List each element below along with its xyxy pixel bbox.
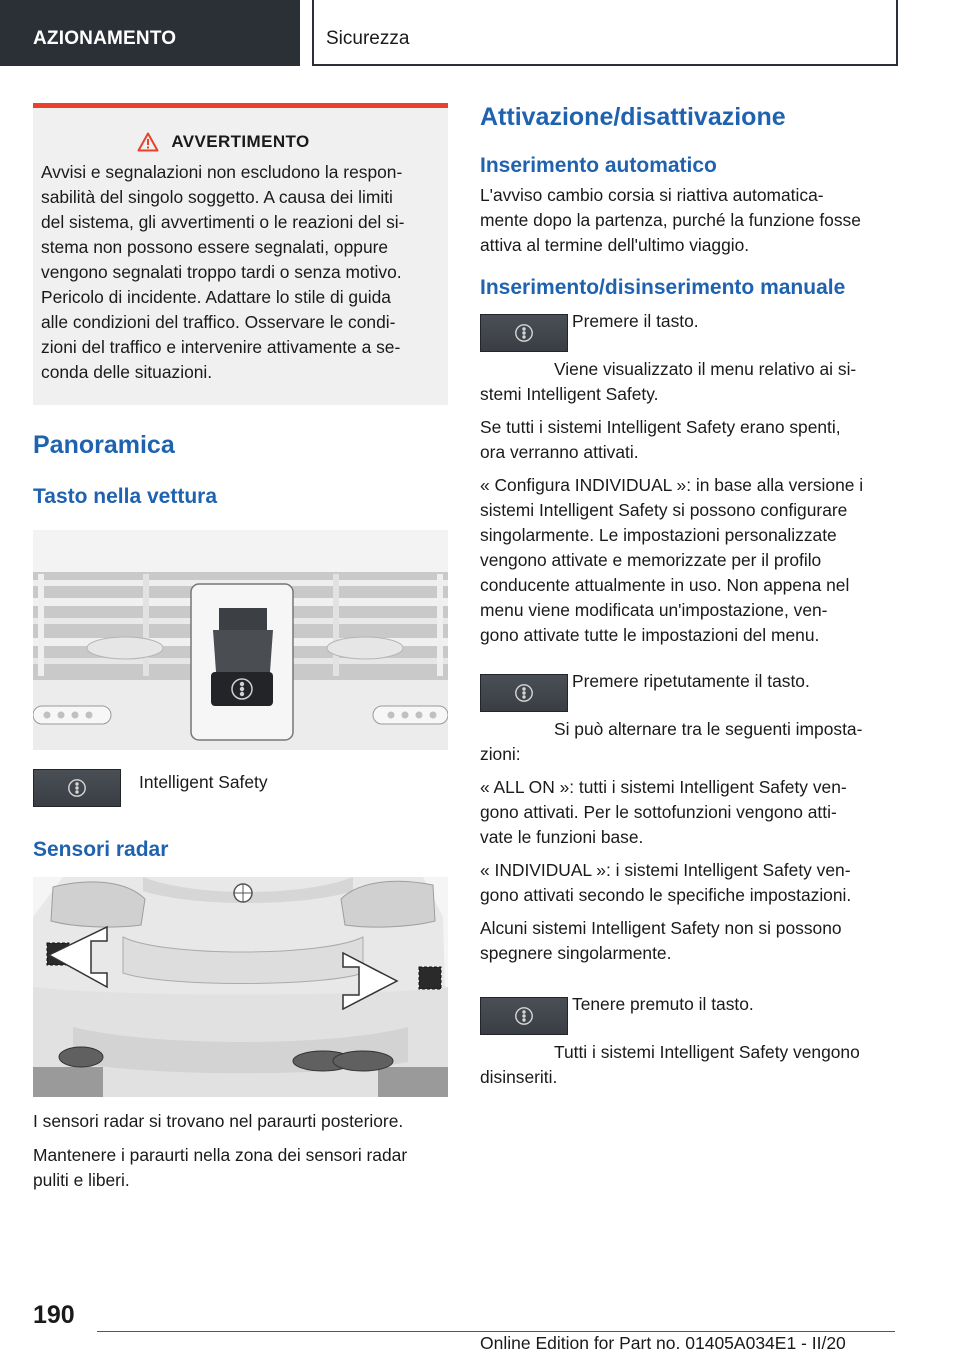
intelligent-safety-icon: [514, 323, 534, 343]
step1-note: [480, 415, 896, 465]
text-line: « INDIVIDUAL »: i sistemi Intelligent Safety ven-: [480, 860, 851, 880]
subheading-button-in-car: Tasto nella vettura: [33, 485, 217, 508]
configura-paragraph: [480, 473, 896, 648]
alcuni-paragraph: [480, 916, 896, 966]
warning-text: [41, 160, 436, 385]
left-column: [33, 103, 448, 1193]
warning-triangle-icon: [137, 132, 159, 152]
text-line: vate le funzioni base.: [480, 827, 644, 847]
text-line: stema non possono essere segnalati, oppure: [41, 237, 389, 257]
text-line: ora verranno attivati.: [480, 442, 639, 462]
header-chapter-label: Sicurezza: [326, 28, 410, 49]
header-section-label: AZIONAMENTO: [33, 28, 177, 49]
subheading-auto: Inserimento automatico: [480, 154, 717, 177]
step-press-row: [480, 311, 896, 352]
intelligent-safety-icon: [514, 683, 534, 703]
radar-paragraph-1: I sensori radar si trovano nel paraurti posteriore.: [33, 1111, 404, 1131]
subheading-radar-sensors: Sensori radar: [33, 838, 169, 861]
text-line: Avvisi e segnalazioni non escludono la respon-: [41, 162, 403, 182]
text-line: conducente attualmente in uso. Non appena nel: [480, 575, 850, 595]
text-line: gono attivati. Per le sottofunzioni vengono atti-: [480, 802, 837, 822]
text-line: alle condizioni del traffico. Osservare le condi-: [41, 312, 396, 332]
header-chapter-tab: [312, 0, 898, 66]
text-line: Pericolo di incidente. Adattare lo stile di guida: [41, 287, 391, 307]
button-legend-row: [33, 769, 448, 807]
section-heading-activation: Attivazione/disattivazione: [480, 103, 786, 131]
text-line: stemi Intelligent Safety.: [480, 384, 659, 404]
header-section-tab: [0, 0, 300, 66]
text-line: « ALL ON »: tutti i sistemi Intelligent Safety ven-: [480, 777, 847, 797]
step-action: Premere il tasto.: [572, 311, 699, 331]
text-line: gono attivate tutte le impostazioni del menu.: [480, 625, 820, 645]
footer-edition: Online Edition for Part no. 01405A034E1 - II/20: [480, 1333, 846, 1353]
intelligent-safety-icon: [514, 1006, 534, 1026]
car-rear-illustration: [33, 877, 448, 1097]
footer-divider: [97, 1331, 895, 1332]
text-line: Tutti i sistemi Intelligent Safety vengono: [554, 1042, 860, 1062]
text-line: sabilità del singolo soggetto. A causa dei limiti: [41, 187, 393, 207]
text-line: singolarmente. Le impostazioni personalizzate: [480, 525, 837, 545]
step-hold-row: [480, 994, 896, 1035]
right-column: [480, 103, 896, 1090]
text-line: gono attivati secondo le specifiche impostazioni.: [480, 885, 852, 905]
subheading-manual: Inserimento/disinserimento manuale: [480, 276, 846, 299]
step-text-block: [554, 671, 810, 694]
text-line: zioni:: [480, 744, 521, 764]
page-number: 190: [33, 1301, 75, 1329]
step-text-block: [554, 311, 699, 334]
dashboard-vent-illustration: [33, 530, 448, 750]
individual-paragraph: [480, 858, 896, 908]
text-line: zioni del traffico e intervenire attivamente a se-: [41, 337, 401, 357]
text-line: Viene visualizzato il menu relativo ai si-: [554, 359, 857, 379]
radar-paragraph-2: [33, 1143, 448, 1193]
text-line: puliti e liberi.: [33, 1170, 130, 1190]
warning-title: AVVERTIMENTO: [171, 132, 310, 151]
text-line: « Configura INDIVIDUAL »: in base alla versione i: [480, 475, 864, 495]
auto-paragraph: [480, 183, 896, 258]
text-line: conda delle situazioni.: [41, 362, 213, 382]
step-action: Tenere premuto il tasto.: [572, 994, 754, 1014]
text-line: menu viene modificata un'impostazione, ven-: [480, 600, 828, 620]
step-text-block: [554, 994, 754, 1017]
dashboard-button-photo: [33, 530, 448, 750]
intelligent-safety-icon: [67, 778, 87, 798]
intelligent-safety-button[interactable]: [33, 769, 121, 807]
text-line: Alcuni sistemi Intelligent Safety non si possono: [480, 918, 842, 938]
warning-box: [33, 103, 448, 405]
text-line: Mantenere i paraurti nella zona dei sensori radar: [33, 1145, 408, 1165]
text-line: del sistema, gli avvertimenti o le reazioni del si-: [41, 212, 405, 232]
text-line: L'avviso cambio corsia si riattiva automatica-: [480, 185, 824, 205]
step-action: Premere ripetutamente il tasto.: [572, 671, 810, 691]
text-line: vengono attivate e memorizzate per il profilo: [480, 550, 822, 570]
allon-paragraph: [480, 775, 896, 850]
text-line: sistemi Intelligent Safety si possono configurare: [480, 500, 848, 520]
text-line: vengono segnalati troppo tardi o senza motivo.: [41, 262, 402, 282]
text-line: disinseriti.: [480, 1067, 558, 1087]
text-line: attiva al termine dell'ultimo viaggio.: [480, 235, 750, 255]
text-line: Si può alternare tra le seguenti imposta-: [554, 719, 863, 739]
button-label: Intelligent Safety: [139, 772, 268, 792]
step-press-repeatedly-row: [480, 671, 896, 712]
radar-sensor-photo: [33, 877, 448, 1097]
text-line: mente dopo la partenza, purché la funzione fosse: [480, 210, 861, 230]
warning-title-row: [41, 132, 436, 152]
text-line: spegnere singolarmente.: [480, 943, 672, 963]
text-line: Se tutti i sistemi Intelligent Safety erano spenti,: [480, 417, 841, 437]
section-heading-panoramica: Panoramica: [33, 431, 175, 459]
